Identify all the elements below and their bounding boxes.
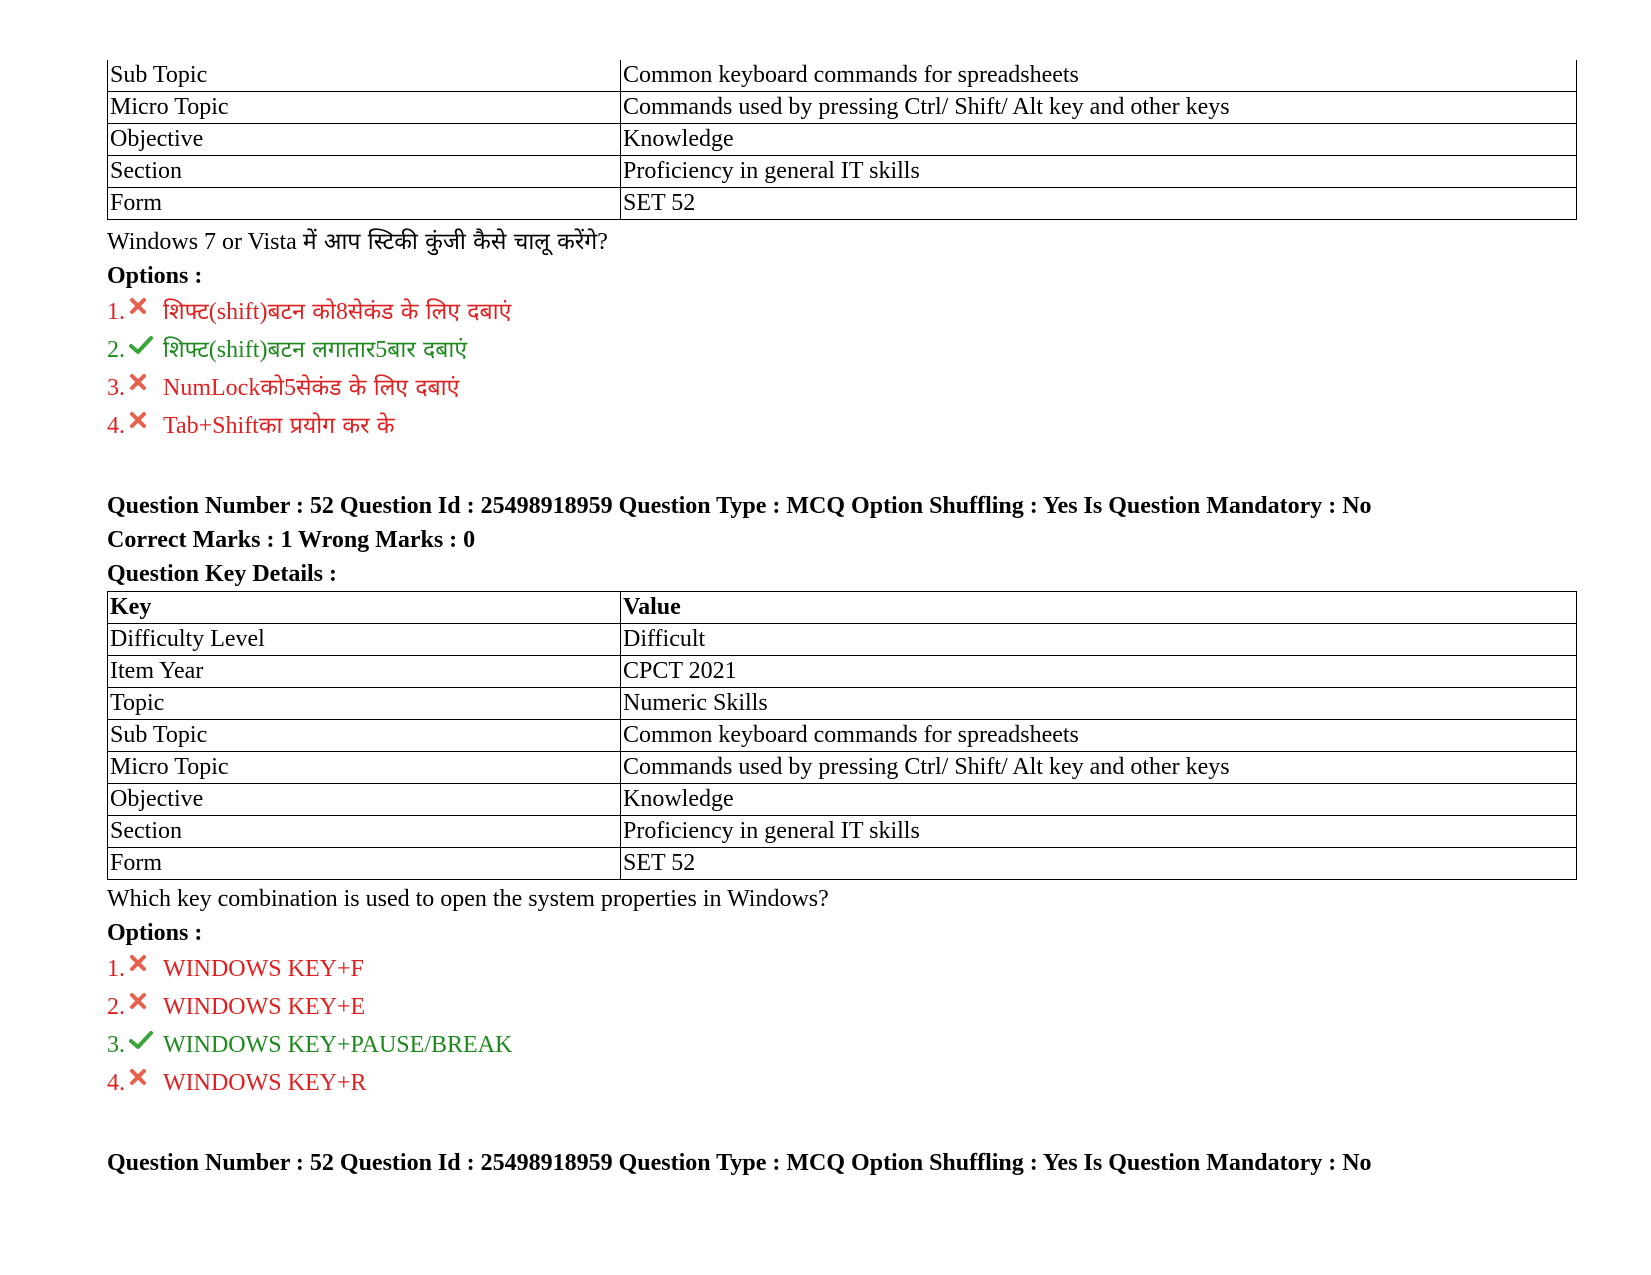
question-text-hindi: में आप स्टिकी कुंजी कैसे चालू करेंगे — [302, 229, 598, 255]
table-key-cell: Item Year — [108, 656, 621, 688]
option-text: बार दबाएं — [387, 337, 468, 363]
table-value-cell: Difficult — [621, 624, 1577, 656]
table-key-cell: Difficulty Level — [108, 624, 621, 656]
option-item — [107, 988, 1577, 1026]
option-number: 1. — [107, 299, 125, 325]
option-text: शिफ्ट — [163, 337, 209, 363]
option-item — [107, 1064, 1577, 1102]
table-value-cell: Numeric Skills — [621, 688, 1577, 720]
table-value-cell: Common keyboard commands for spreadsheets — [621, 60, 1577, 92]
option-text: 5 — [283, 375, 296, 401]
table-value-cell: Knowledge — [621, 124, 1577, 156]
table-value-cell: SET 52 — [621, 188, 1577, 220]
option-number: 2. — [107, 337, 125, 363]
option-text: WINDOWS KEY+PAUSE/BREAK — [163, 1032, 513, 1058]
correct-check-icon — [129, 1030, 163, 1060]
option-text: 5 — [375, 337, 388, 363]
options-list — [107, 293, 1577, 445]
option-text: 8 — [335, 299, 348, 325]
question-meta-line: Question Number : 52 Question Id : 25498918959 Question Type : MCQ Option Shuffling : Yes Is Question Mandatory : No — [107, 1150, 1372, 1176]
option-text: WINDOWS KEY+R — [163, 1070, 367, 1096]
table-header-value: Value — [621, 592, 1577, 624]
option-number: 4. — [107, 1070, 125, 1096]
option-number: 1. — [107, 956, 125, 982]
table-row — [108, 656, 1577, 688]
table-key-cell: Sub Topic — [108, 60, 621, 92]
table-row — [108, 124, 1577, 156]
question-key-table — [107, 591, 1577, 880]
question-text — [107, 226, 1577, 259]
table-value-cell: CPCT 2021 — [621, 656, 1577, 688]
table-key-cell: Topic — [108, 688, 621, 720]
wrong-cross-icon — [129, 297, 163, 327]
table-header-row — [108, 592, 1577, 624]
table-key-cell: Objective — [108, 784, 621, 816]
option-number: 2. — [107, 994, 125, 1020]
option-item — [107, 407, 1577, 445]
option-number: 4. — [107, 413, 125, 439]
wrong-cross-icon — [129, 411, 163, 441]
option-item — [107, 331, 1577, 369]
question-text-prefix: Windows 7 or Vista — [107, 229, 303, 255]
question-key-details-label: Question Key Details : — [107, 561, 337, 587]
option-text: WINDOWS KEY+E — [163, 994, 366, 1020]
option-text: को — [260, 375, 284, 401]
wrong-cross-icon — [129, 992, 163, 1022]
option-number: 3. — [107, 375, 125, 401]
table-value-cell: Proficiency in general IT skills — [621, 816, 1577, 848]
table-value-cell: Commands used by pressing Ctrl/ Shift/ Alt key and other keys — [621, 92, 1577, 124]
option-text: बटन को — [267, 299, 336, 325]
table-row — [108, 60, 1577, 92]
table-row — [108, 720, 1577, 752]
table-row — [108, 92, 1577, 124]
table-key-cell: Form — [108, 188, 621, 220]
option-text: (shift) — [208, 337, 268, 363]
table-key-cell: Micro Topic — [108, 752, 621, 784]
table-value-cell: Common keyboard commands for spreadsheets — [621, 720, 1577, 752]
table-header-key: Key — [108, 592, 621, 624]
table-key-cell: Micro Topic — [108, 92, 621, 124]
table-key-cell: Section — [108, 816, 621, 848]
option-item — [107, 1026, 1577, 1064]
table-row — [108, 188, 1577, 220]
option-text: WINDOWS KEY+F — [163, 956, 364, 982]
options-label: Options : — [107, 920, 203, 946]
question-meta-line: Question Number : 52 Question Id : 25498918959 Question Type : MCQ Option Shuffling : Yes Is Question Mandatory : No — [107, 493, 1372, 519]
option-text: बटन लगातार — [267, 337, 376, 363]
option-text: (shift) — [208, 299, 268, 325]
option-text: का प्रयोग कर के — [258, 413, 395, 439]
question-key-table-prev — [107, 60, 1577, 220]
table-row — [108, 752, 1577, 784]
table-key-cell: Section — [108, 156, 621, 188]
table-key-cell: Sub Topic — [108, 720, 621, 752]
table-row — [108, 784, 1577, 816]
question-text-suffix: ? — [597, 229, 608, 255]
wrong-cross-icon — [129, 373, 163, 403]
table-row — [108, 624, 1577, 656]
table-value-cell: Knowledge — [621, 784, 1577, 816]
option-number: 3. — [107, 1032, 125, 1058]
table-value-cell: Proficiency in general IT skills — [621, 156, 1577, 188]
correct-check-icon — [129, 335, 163, 365]
wrong-cross-icon — [129, 954, 163, 984]
question-text: Which key combination is used to open the system properties in Windows? — [107, 886, 829, 912]
document-page — [107, 60, 1577, 1180]
option-text: Tab+Shift — [163, 413, 259, 439]
option-item — [107, 369, 1577, 407]
table-row — [108, 848, 1577, 880]
option-item — [107, 950, 1577, 988]
table-key-cell: Form — [108, 848, 621, 880]
options-list — [107, 950, 1577, 1102]
option-text: NumLock — [163, 375, 261, 401]
table-value-cell: SET 52 — [621, 848, 1577, 880]
option-text: शिफ्ट — [163, 299, 209, 325]
table-key-cell: Objective — [108, 124, 621, 156]
table-value-cell: Commands used by pressing Ctrl/ Shift/ Alt key and other keys — [621, 752, 1577, 784]
option-text: सेकंड के लिए दबाएं — [347, 299, 512, 325]
table-row — [108, 156, 1577, 188]
table-row — [108, 816, 1577, 848]
table-row — [108, 688, 1577, 720]
options-label: Options : — [107, 263, 203, 289]
option-text: सेकंड के लिए दबाएं — [295, 375, 460, 401]
wrong-cross-icon — [129, 1068, 163, 1098]
option-item — [107, 293, 1577, 331]
marks-line: Correct Marks : 1 Wrong Marks : 0 — [107, 527, 476, 553]
